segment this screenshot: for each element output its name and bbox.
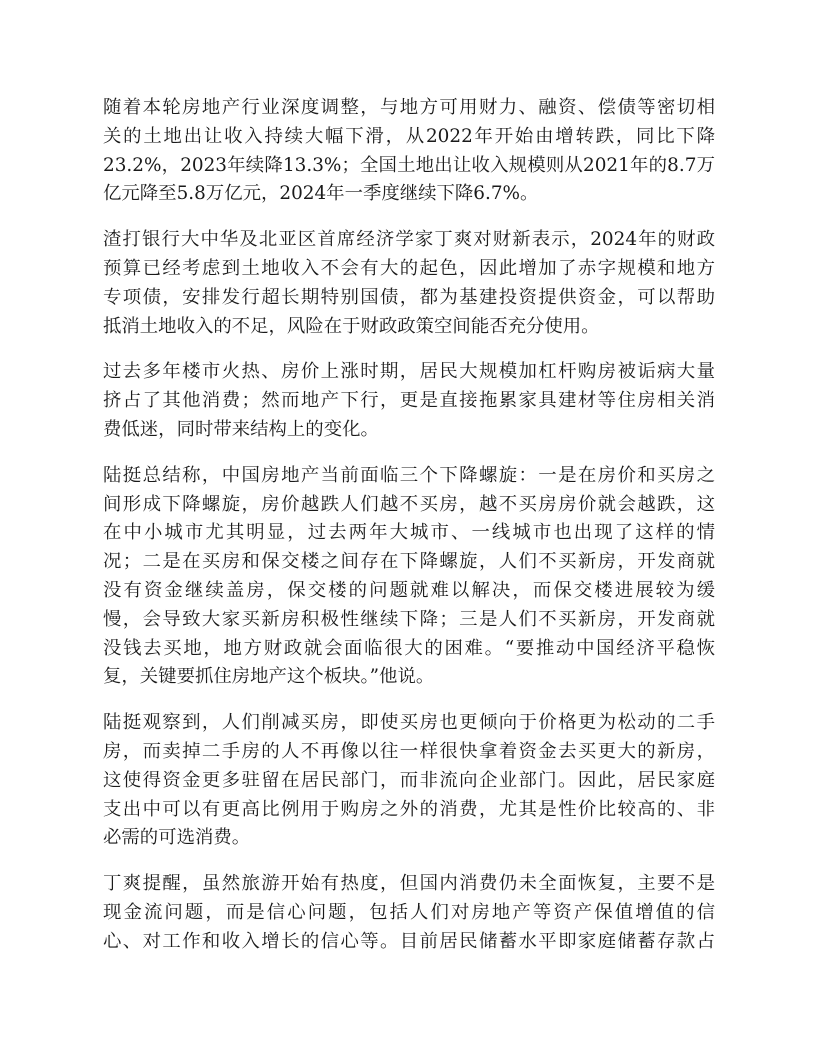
paragraph-line: 现金流问题，而是信心问题，包括人们对房地产等资产保值增值的信 [103, 901, 715, 923]
paragraph-line: 抵消土地收入的不足，风险在于财政政策空间能否充分使用。 [103, 315, 600, 337]
paragraph-line: 没钱去买地，地方财政就会面临很大的困难。“要推动中国经济平稳恢 [103, 637, 715, 659]
paragraph-line: 这使得资金更多驻留在居民部门，而非流向企业部门。因此，居民家庭 [103, 769, 715, 791]
paragraph-line: 丁爽提醒，虽然旅游开始有热度，但国内消费仍未全面恢复，主要不是 [103, 873, 715, 895]
paragraph-line: 专项债，安排发行超长期特别国债，都为基建投资提供资金，可以帮助 [103, 286, 715, 308]
paragraph-4 [103, 462, 715, 692]
paragraph-line: 费低迷，同时带来结构上的变化。 [103, 418, 379, 440]
document-page [103, 94, 715, 974]
paragraph-line: 陆挺观察到，人们削减买房，即使买房也更倾向于价格更为松动的二手 [103, 712, 715, 734]
paragraph-line: 房，而卖掉二手房的人不再像以往一样很快拿着资金去买更大的新房， [103, 740, 715, 762]
paragraph-line: 陆挺总结称，中国房地产当前面临三个下降螺旋：一是在房价和买房之 [103, 464, 715, 486]
paragraph-line: 挤占了其他消费；然而地产下行，更是直接拖累家具建材等住房相关消 [103, 390, 715, 412]
paragraph-line: 预算已经考虑到土地收入不会有大的起色，因此增加了赤字规模和地方 [103, 257, 715, 279]
paragraph-3 [103, 358, 715, 444]
paragraph-line: 支出中可以有更高比例用于购房之外的消费，尤其是性价比较高的、非 [103, 798, 715, 820]
paragraph-line: 复，关键要抓住房地产这个板块。”他说。 [103, 666, 435, 688]
paragraph-line: 况；二是在买房和保交楼之间存在下降螺旋，人们不买新房，开发商就 [103, 551, 715, 573]
paragraph-line: 关的土地出让收入持续大幅下滑，从2022年开始由增转跌，同比下降 [103, 125, 715, 147]
paragraph-line: 23.2%，2023年续降13.3%；全国土地出让收入规模则从2021年的8.7万 [103, 154, 715, 176]
paragraph-line: 过去多年楼市火热、房价上涨时期，居民大规模加杠杆购房被诟病大量 [103, 361, 715, 383]
paragraph-line: 心、对工作和收入增长的信心等。目前居民储蓄水平即家庭储蓄存款占 [103, 930, 715, 952]
paragraph-1 [103, 94, 715, 209]
paragraph-line: 亿元降至5.8万亿元，2024年一季度继续下降6.7%。 [103, 183, 539, 205]
paragraph-2 [103, 226, 715, 341]
paragraph-line: 在中小城市尤其明显，过去两年大城市、一线城市也出现了这样的情 [103, 522, 715, 544]
paragraph-line: 间形成下降螺旋，房价越跌人们越不买房，越不买房房价就会越跌，这 [103, 493, 715, 515]
paragraph-line: 渣打银行大中华及北亚区首席经济学家丁爽对财新表示，2024年的财政 [103, 229, 715, 251]
paragraph-line: 没有资金继续盖房，保交楼的问题就难以解决，而保交楼进展较为缓 [103, 579, 715, 601]
paragraph-line: 必需的可选消费。 [103, 827, 251, 849]
paragraph-6 [103, 870, 715, 956]
paragraph-line: 慢，会导致大家买新房积极性继续下降；三是人们不买新房，开发商就 [103, 608, 715, 630]
paragraph-5 [103, 709, 715, 853]
paragraph-line: 随着本轮房地产行业深度调整，与地方可用财力、融资、偿债等密切相 [103, 97, 715, 118]
